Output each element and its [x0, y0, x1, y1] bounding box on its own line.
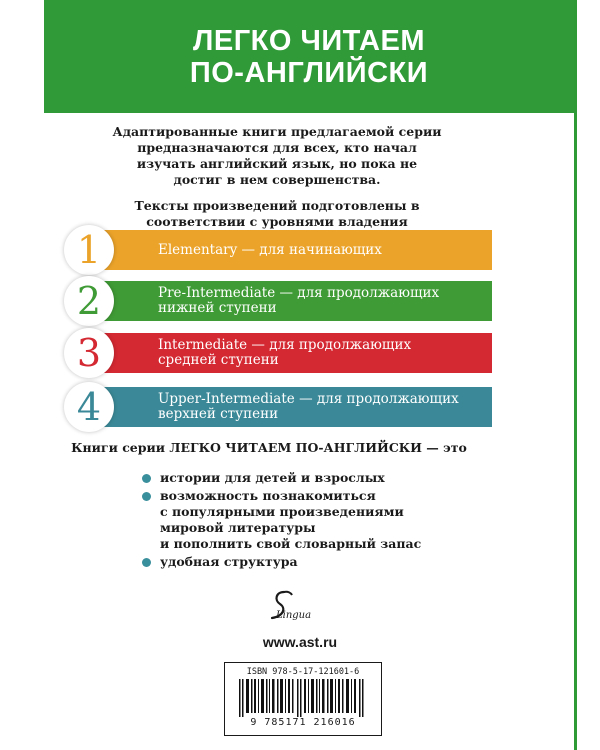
- series-heading: Книги серии ЛЕГКО ЧИТАЕМ ПО-АНГЛИЙСКИ — это: [71, 440, 467, 455]
- header-banner: [44, 0, 574, 113]
- level-2: [64, 281, 492, 321]
- publisher-logo: [262, 588, 322, 628]
- list-item-line: удобная структура: [160, 554, 298, 569]
- level-1-number: 1: [64, 225, 114, 275]
- level-3-number: 3: [64, 328, 114, 378]
- series-title-line-1: ЛЕГКО ЧИТАЕМ: [193, 24, 425, 57]
- bullet-dot-icon: [142, 558, 151, 567]
- level-4: [64, 387, 492, 427]
- list-item-line: истории для детей и взрослых: [160, 470, 385, 485]
- list-item: [142, 554, 462, 570]
- barcode-bars: [239, 679, 367, 717]
- barcode-number: 9 785171 216016: [250, 717, 356, 728]
- intro-paragraph-2: Тексты произведений подготовлены в соответствии с уровнями владения: [134, 198, 420, 229]
- barcode: [224, 662, 382, 736]
- list-item: [142, 470, 462, 486]
- list-item-line: мировой литературы: [160, 520, 316, 535]
- bullet-dot-icon: [142, 474, 151, 483]
- list-item-line: и пополнить свой словарный запас: [160, 536, 422, 551]
- list-item-line: с популярными произведениями: [160, 504, 404, 519]
- intro-paragraph-1: Адаптированные книги предлагаемой серии предназначаются для всех, кто начал изучать английский язык, но пока не достиг в нем совершенства.: [112, 124, 442, 187]
- level-1-label: [158, 230, 488, 270]
- isbn-text: ISBN 978-5-17-121601-6: [246, 667, 360, 677]
- level-1: [64, 230, 492, 270]
- list-item-line: возможность познакомиться: [160, 488, 376, 503]
- bullet-dot-icon: [142, 492, 151, 501]
- level-3: [64, 333, 492, 373]
- level-4-line-1: Upper-Intermediate — для продолжающих: [158, 391, 459, 407]
- level-3-line-1: Intermediate — для продолжающих: [158, 337, 412, 353]
- level-3-line-2: средней ступени: [158, 352, 279, 368]
- logo-text: Lingua: [276, 610, 312, 621]
- list-item: [142, 488, 462, 552]
- level-2-number: 2: [64, 276, 114, 326]
- level-4-number: 4: [64, 382, 114, 432]
- level-2-label: [158, 281, 488, 321]
- feature-list: [142, 470, 462, 572]
- level-4-label: [158, 387, 488, 427]
- publisher-website[interactable]: www.ast.ru: [262, 634, 338, 650]
- series-title-line-2: ПО-АНГЛИЙСКИ: [189, 56, 429, 89]
- level-3-label: [158, 333, 488, 373]
- level-4-line-2: верхней ступени: [158, 406, 279, 422]
- level-2-line-1: Pre-Intermediate — для продолжающих: [158, 285, 440, 301]
- level-2-line-2: нижней ступени: [158, 300, 277, 316]
- level-1-line-1: Elementary — для начинающих: [158, 241, 382, 258]
